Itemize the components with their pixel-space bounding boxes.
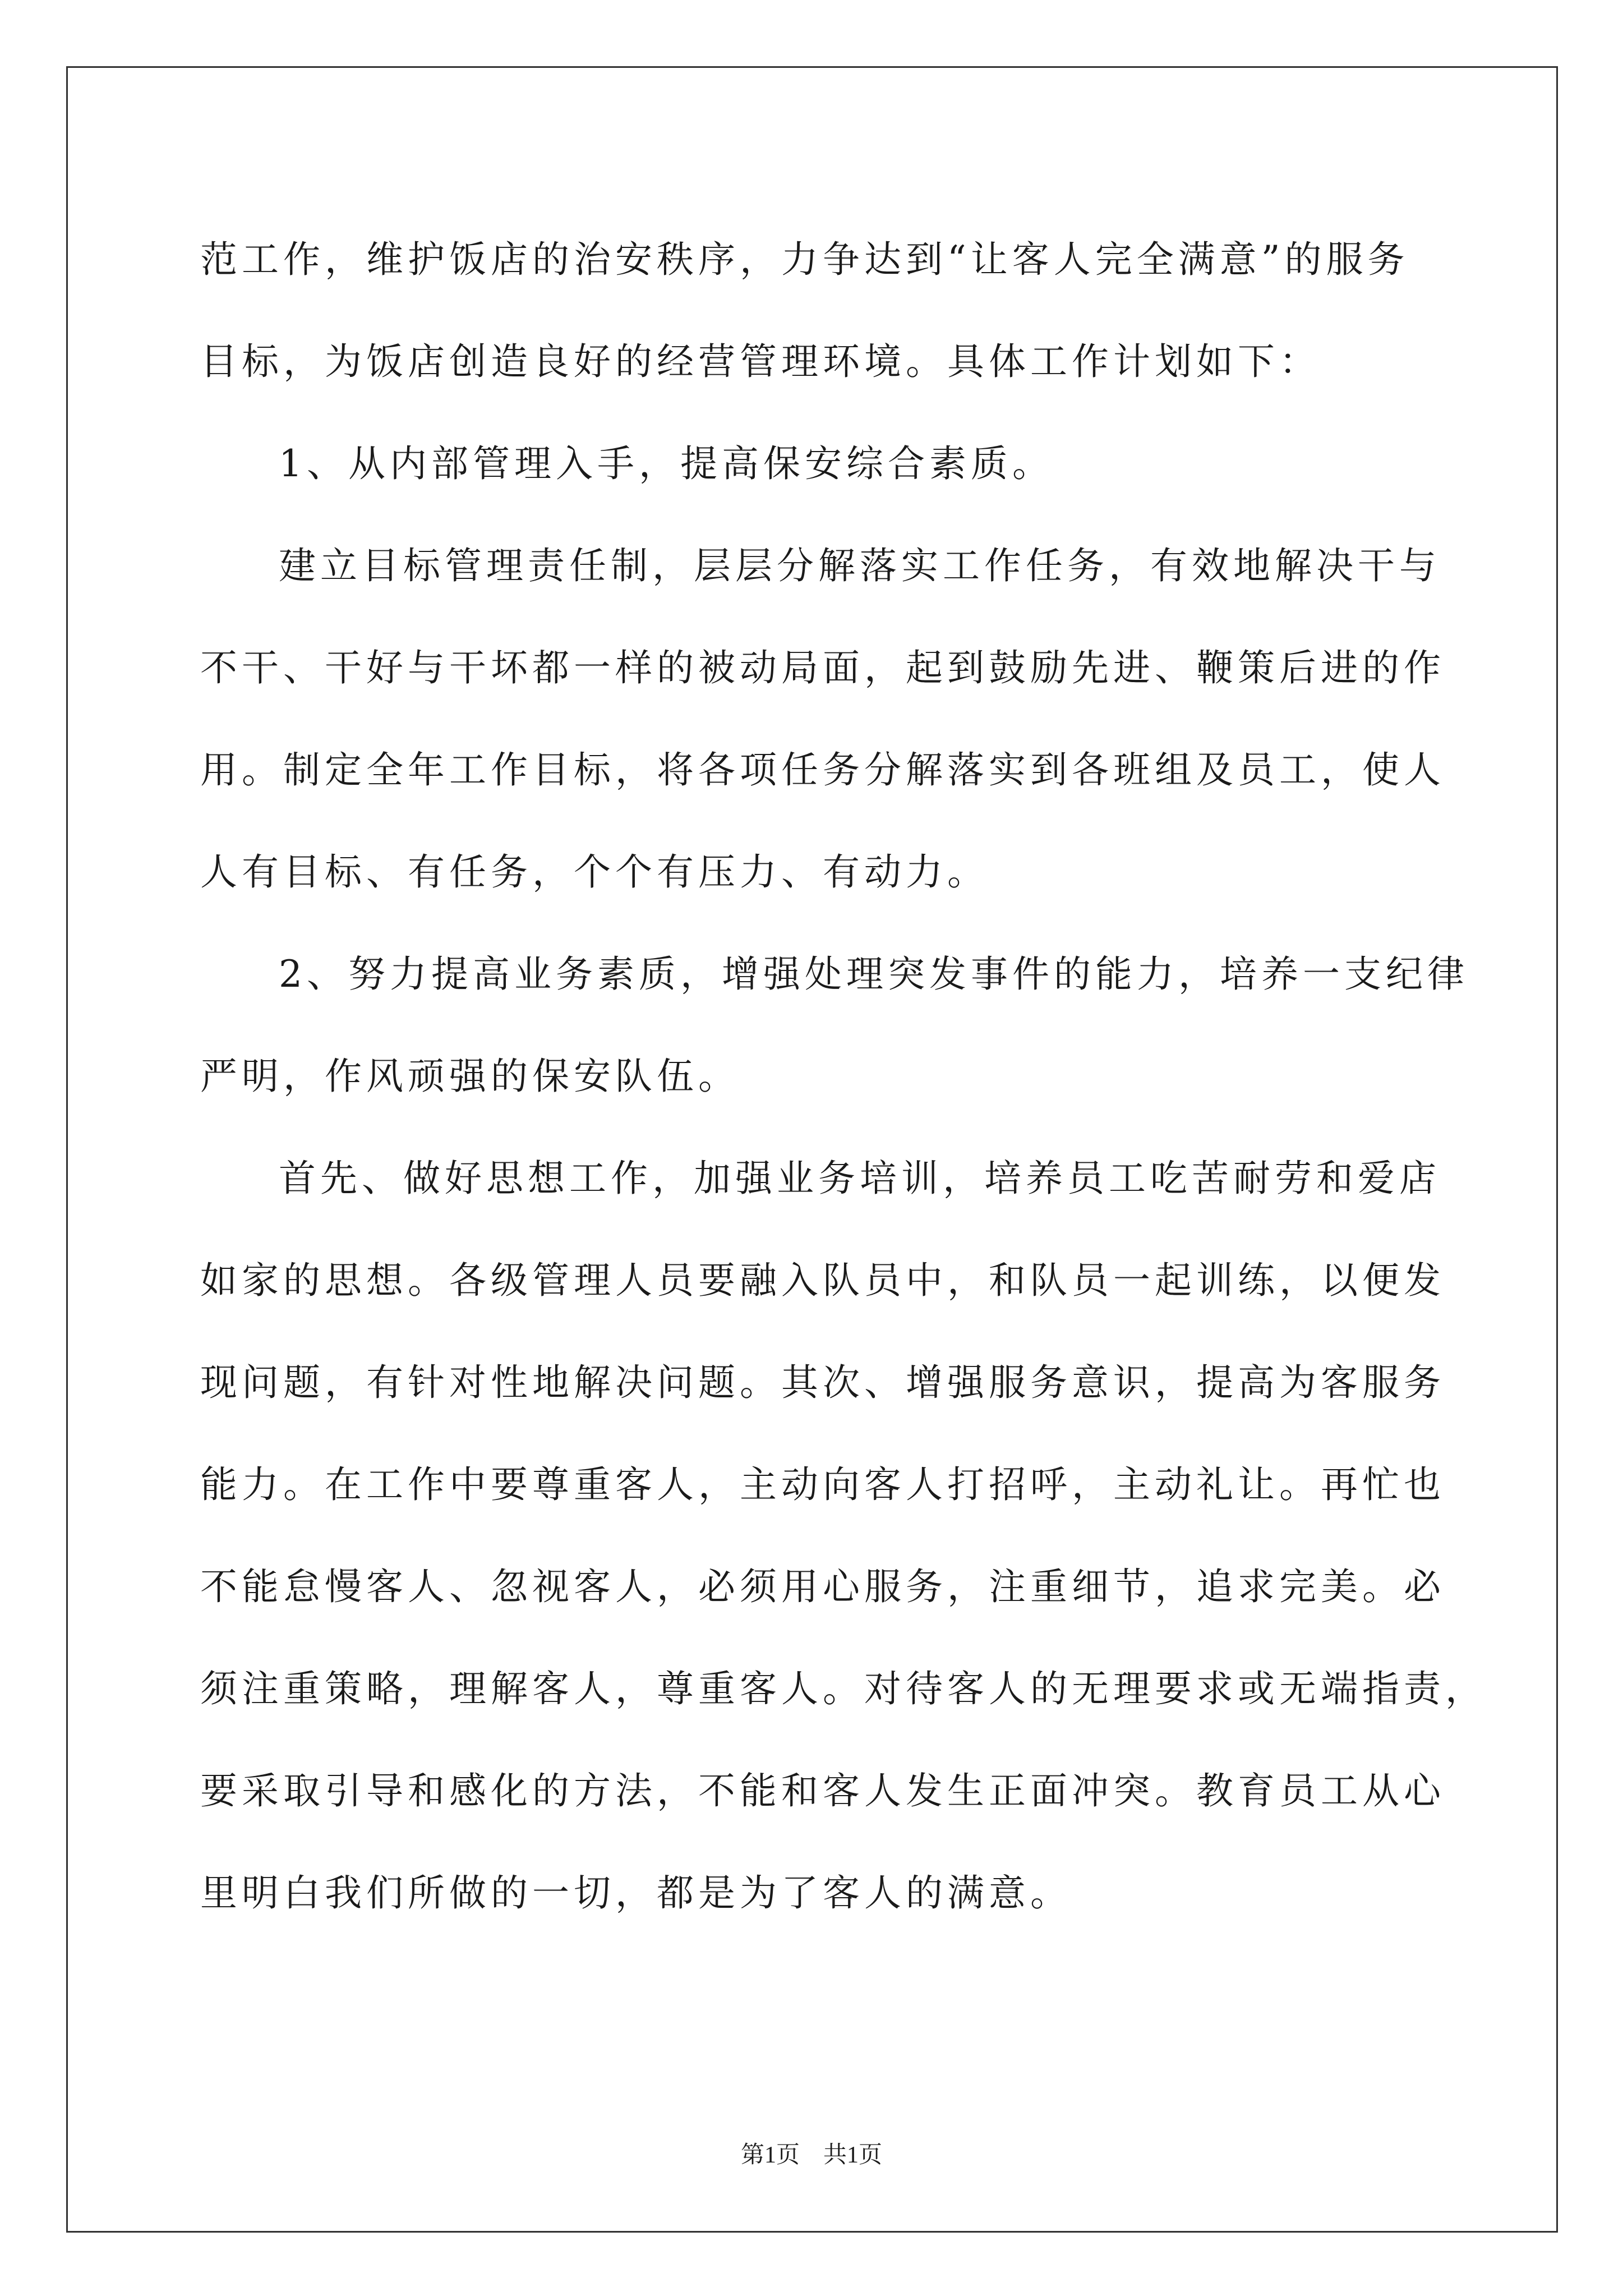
text-line: 目标，为饭店创造良好的经营管理环境。具体工作计划如下： [200, 340, 1321, 383]
text-line: 要采取引导和感化的方法，不能和客人发生正面冲突。教育员工从心 [200, 1769, 1445, 1812]
text-line: 范工作，维护饭店的治安秩序，力争达到“让客人完全满意”的服务 [200, 238, 1409, 281]
text-line: 不干、干好与干坏都一样的被动局面，起到鼓励先进、鞭策后进的作 [200, 646, 1445, 689]
text-line: 里明白我们所做的一切，都是为了客人的满意。 [200, 1871, 1072, 1915]
text-line: 如家的思想。各级管理人员要融入队员中，和队员一起训练，以便发 [200, 1259, 1445, 1302]
text-line: 现问题，有针对性地解决问题。其次、增强服务意识，提高为客服务 [200, 1361, 1445, 1404]
text-line: 首先、做好思想工作，加强业务培训，培养员工吃苦耐劳和爱店 [279, 1157, 1441, 1200]
section-heading: 1、从内部管理入手，提高保安综合素质。 [279, 442, 1054, 485]
text-line: 须注重策略，理解客人，尊重客人。对待客人的无理要求或无端指责， [200, 1667, 1487, 1710]
text-line: 人有目标、有任务，个个有压力、有动力。 [200, 850, 989, 894]
document-body [200, 209, 1487, 1944]
text-line: 严明，作风顽强的保安队伍。 [200, 1055, 740, 1098]
text-line: 建立目标管理责任制，层层分解落实工作任务，有效地解决干与 [279, 544, 1441, 587]
page-footer: 第1页 共1页 [740, 2142, 882, 2168]
text-line: 用。制定全年工作目标，将各项任务分解落实到各班组及员工，使人 [200, 748, 1445, 792]
text-line: 不能怠慢客人、忽视客人，必须用心服务，注重细节，追求完美。必 [200, 1565, 1445, 1608]
section-heading: 2、努力提高业务素质，增强处理突发事件的能力，培养一支纪律 [279, 953, 1469, 996]
text-line: 能力。在工作中要尊重客人，主动向客人打招呼，主动礼让。再忙也 [200, 1463, 1445, 1506]
